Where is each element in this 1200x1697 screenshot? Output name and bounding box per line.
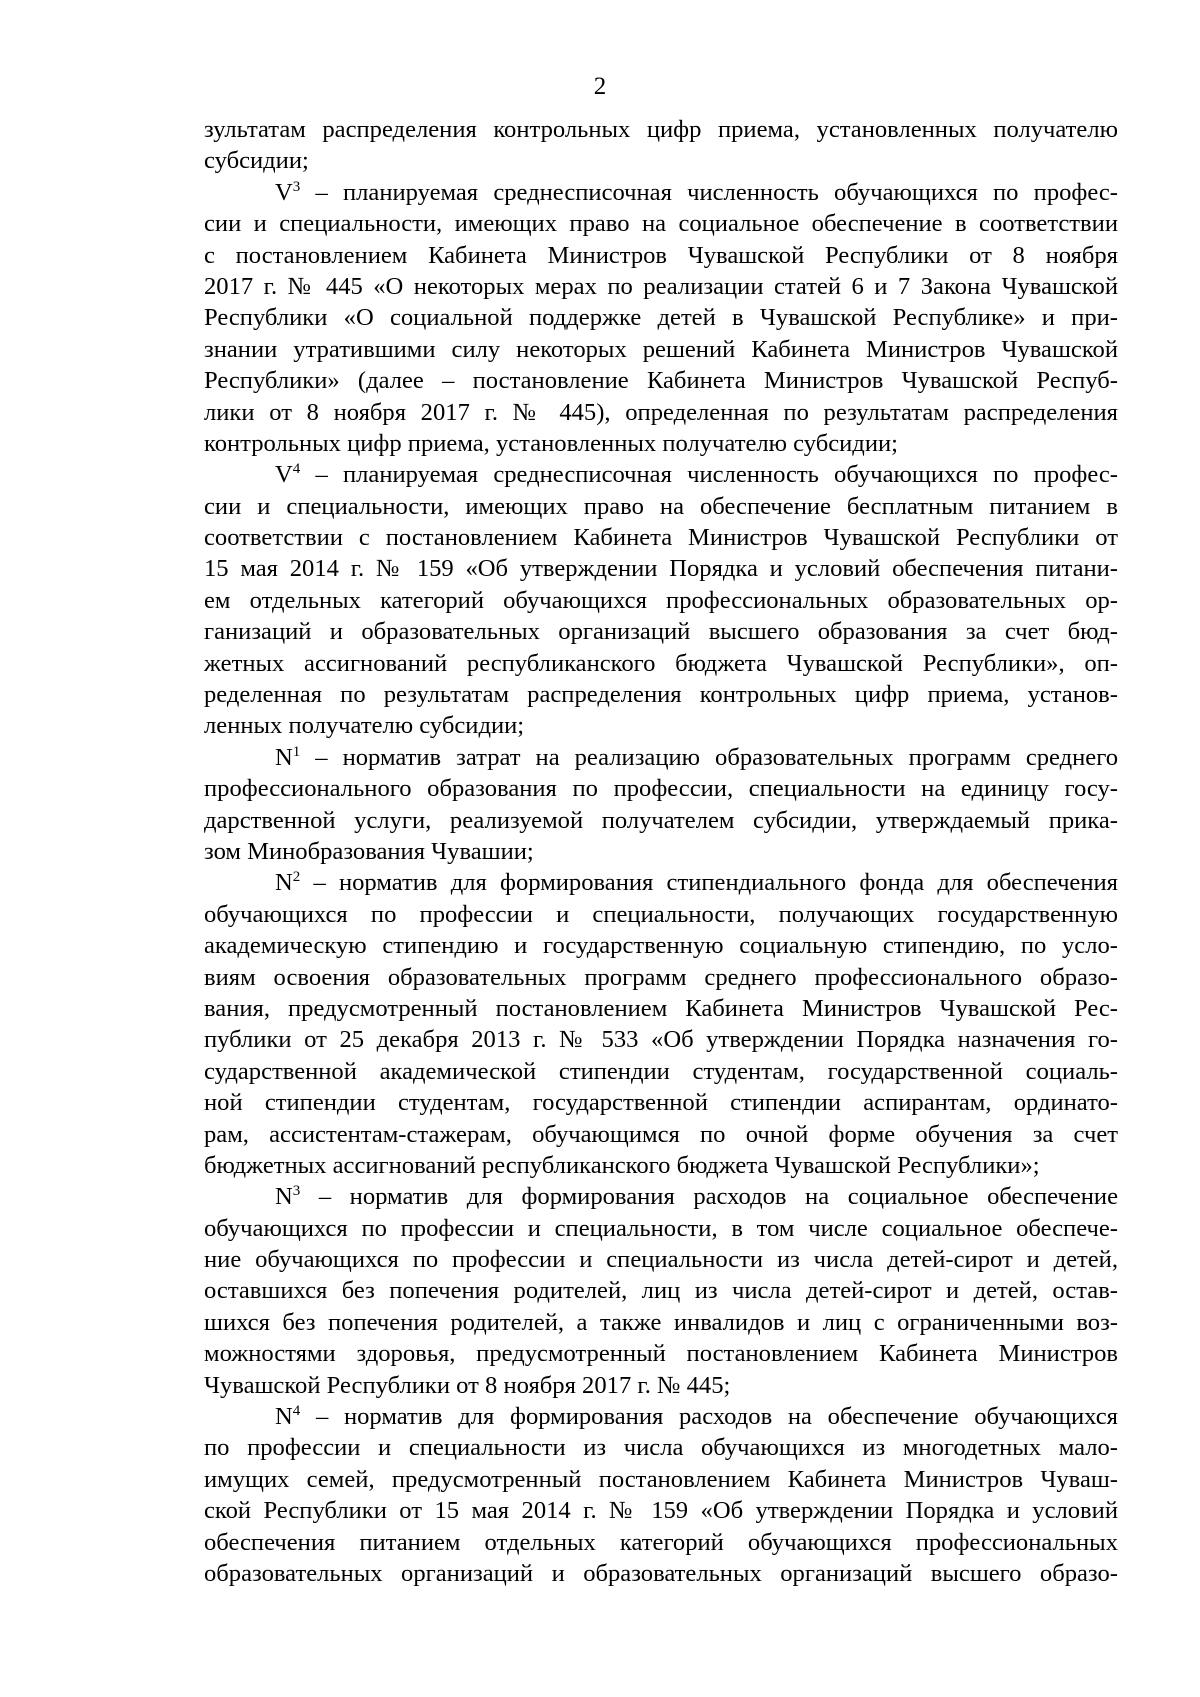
text-line: [204, 899, 1118, 930]
text-line: [204, 1558, 1118, 1589]
line-text: – норматив для формирования стипендиального фонда для обеспечения: [300, 869, 1118, 897]
text-line: [204, 1527, 1118, 1558]
symbol-letter: V: [275, 461, 293, 489]
paragraph: [204, 114, 1118, 177]
text-line: [204, 1056, 1118, 1087]
line-text: с постановлением Кабинета Министров Чувашской Республики от 8 ноября: [204, 241, 1118, 269]
line-text: бюджетных ассигнований республиканского бюджета Чувашской Республики»;: [204, 1151, 1040, 1179]
text-line: [204, 1495, 1118, 1526]
formula-symbol: [275, 869, 300, 896]
text-line: [204, 177, 1118, 208]
line-text: Республики» (далее – постановление Кабинета Министров Чувашской Респуб-: [204, 367, 1118, 395]
line-text: виям освоения образовательных программ среднего профессионального образо-: [204, 963, 1118, 991]
line-text: ние обучающихся по профессии и специальности из числа детей-сирот и детей,: [204, 1246, 1118, 1274]
text-line: [204, 114, 1118, 145]
text-line: [204, 805, 1118, 836]
line-text: зом Минобразования Чувашии;: [204, 837, 534, 865]
formula-symbol: [275, 1183, 300, 1210]
symbol-superscript: 1: [292, 743, 301, 760]
text-line: [204, 553, 1118, 584]
line-text: шихся без попечения родителей, а также инвалидов и лиц с ограниченными воз-: [204, 1308, 1118, 1336]
text-line: [204, 491, 1118, 522]
document-body: [204, 114, 1118, 1589]
paragraph: [204, 459, 1118, 742]
text-line: [204, 145, 1118, 176]
line-text: рам, ассистентам-стажерам, обучающимся по очной форме обучения за счет: [204, 1120, 1118, 1148]
text-line: [204, 930, 1118, 961]
line-text: знании утратившими силу некоторых решений Кабинета Министров Чувашской: [204, 335, 1118, 363]
text-line: [204, 1119, 1118, 1150]
line-text: дарственной услуги, реализуемой получателем субсидии, утверждаемый прика-: [204, 806, 1118, 834]
text-line: [204, 1181, 1118, 1212]
text-line: [204, 365, 1118, 396]
line-text: 15 мая 2014 г. № 159 «Об утверждении Порядка и условий обеспечения питани-: [204, 555, 1118, 583]
line-text: лики от 8 ноября 2017 г. № 445), определенная по результатам распределения: [204, 398, 1118, 426]
text-line: [204, 648, 1118, 679]
formula-symbol: [275, 461, 300, 488]
text-line: [204, 208, 1118, 239]
text-line: [204, 867, 1118, 898]
text-line: [204, 334, 1118, 365]
symbol-superscript: 3: [292, 1183, 301, 1200]
line-text: по профессии и специальности из числа обучающихся из многодетных мало-: [204, 1434, 1118, 1462]
symbol-superscript: 3: [292, 178, 301, 195]
line-text: 2017 г. № 445 «О некоторых мерах по реализации статей 6 и 7 Закона Чувашской: [204, 272, 1118, 300]
text-line: [204, 302, 1118, 333]
text-line: [204, 1370, 1118, 1401]
line-text: образовательных организаций и образовательных организаций высшего образо-: [204, 1559, 1118, 1587]
line-text: ем отдельных категорий обучающихся профессиональных образовательных ор-: [204, 586, 1118, 614]
line-text: сии и специальности, имеющих право на обеспечение бесплатным питанием в: [204, 492, 1118, 520]
text-line: [204, 993, 1118, 1024]
text-line: [204, 1338, 1118, 1369]
line-text: Республики «О социальной поддержке детей в Чувашской Республике» и при-: [204, 304, 1118, 332]
text-line: [204, 962, 1118, 993]
paragraph: [204, 1401, 1118, 1589]
line-text: сударственной академической стипендии студентам, государственной социаль-: [204, 1057, 1118, 1085]
text-line: [204, 1150, 1118, 1181]
line-text: вания, предусмотренный постановлением Кабинета Министров Чувашской Рес-: [204, 994, 1118, 1022]
line-text: сии и специальности, имеющих право на социальное обеспечение в соответствии: [204, 210, 1118, 238]
line-text: – норматив для формирования расходов на обеспечение обучающихся: [300, 1403, 1118, 1431]
line-text: – планируемая среднесписочная численность обучающихся по профес-: [300, 461, 1118, 489]
symbol-letter: N: [275, 869, 293, 897]
line-text: – норматив для формирования расходов на социальное обеспечение: [300, 1183, 1118, 1211]
text-line: [204, 742, 1118, 773]
text-line: [204, 1024, 1118, 1055]
text-line: [204, 1087, 1118, 1118]
symbol-superscript: 4: [292, 461, 301, 478]
text-line: [204, 1464, 1118, 1495]
text-line: [204, 1401, 1118, 1432]
symbol-letter: N: [275, 1183, 293, 1211]
line-text: обучающихся по профессии и специальности, в том числе социальное обеспече-: [204, 1214, 1118, 1242]
formula-symbol: [275, 179, 300, 206]
line-text: профессионального образования по профессии, специальности на единицу госу-: [204, 775, 1118, 803]
line-text: обучающихся по профессии и специальности, получающих государственную: [204, 900, 1118, 928]
line-text: – планируемая среднесписочная численность обучающихся по профес-: [300, 178, 1118, 206]
text-line: [204, 1275, 1118, 1306]
text-line: [204, 679, 1118, 710]
line-text: можностями здоровья, предусмотренный постановлением Кабинета Министров: [204, 1340, 1118, 1368]
line-text: ределенная по результатам распределения контрольных цифр приема, установ-: [204, 681, 1118, 709]
line-text: ской Республики от 15 мая 2014 г. № 159 «Об утверждении Порядка и условий: [204, 1497, 1118, 1525]
text-line: [204, 836, 1118, 867]
text-line: [204, 1244, 1118, 1275]
text-line: [204, 397, 1118, 428]
paragraph: [204, 177, 1118, 460]
line-text: зультатам распределения контрольных цифр приема, установленных получателю: [204, 116, 1118, 143]
formula-symbol: [275, 1403, 300, 1430]
text-line: [204, 1432, 1118, 1463]
symbol-superscript: 4: [292, 1403, 301, 1420]
page-number: 2: [593, 73, 607, 100]
line-text: контрольных цифр приема, установленных получателю субсидии;: [204, 429, 898, 457]
line-text: – норматив затрат на реализацию образовательных программ среднего: [300, 743, 1118, 771]
line-text: оставшихся без попечения родителей, лиц из числа детей-сирот и детей, остав-: [204, 1277, 1118, 1305]
line-text: ной стипендии студентам, государственной стипендии аспирантам, ординато-: [204, 1089, 1118, 1117]
text-line: [204, 522, 1118, 553]
line-text: ганизаций и образовательных организаций высшего образования за счет бюд-: [204, 618, 1118, 646]
line-text: обеспечения питанием отдельных категорий обучающихся профессиональных: [204, 1528, 1118, 1556]
text-line: [204, 459, 1118, 490]
text-line: [204, 428, 1118, 459]
text-line: [204, 616, 1118, 647]
line-text: академическую стипендию и государственную социальную стипендию, по усло-: [204, 932, 1118, 960]
line-text: соответствии с постановлением Кабинета Министров Чувашской Республики от: [204, 524, 1118, 552]
line-text: жетных ассигнований республиканского бюджета Чувашской Республики», оп-: [204, 649, 1118, 677]
paragraph: [204, 867, 1118, 1181]
text-line: [204, 585, 1118, 616]
symbol-letter: V: [275, 178, 293, 206]
text-line: [204, 1307, 1118, 1338]
line-text: публики от 25 декабря 2013 г. № 533 «Об утверждении Порядка назначения го-: [204, 1026, 1118, 1054]
line-text: Чувашской Республики от 8 ноября 2017 г. № 445;: [204, 1371, 731, 1399]
paragraph: [204, 742, 1118, 868]
formula-symbol: [275, 744, 300, 771]
text-line: [204, 1213, 1118, 1244]
text-line: [204, 710, 1118, 741]
symbol-letter: N: [275, 743, 293, 771]
text-line: [204, 240, 1118, 271]
line-text: имущих семей, предусмотренный постановлением Кабинета Министров Чуваш-: [204, 1465, 1118, 1493]
symbol-letter: N: [275, 1403, 293, 1431]
paragraph: [204, 1181, 1118, 1401]
symbol-superscript: 2: [292, 869, 301, 886]
line-text: субсидии;: [204, 147, 309, 175]
line-text: ленных получателю субсидии;: [204, 712, 525, 740]
text-line: [204, 271, 1118, 302]
text-line: [204, 773, 1118, 804]
